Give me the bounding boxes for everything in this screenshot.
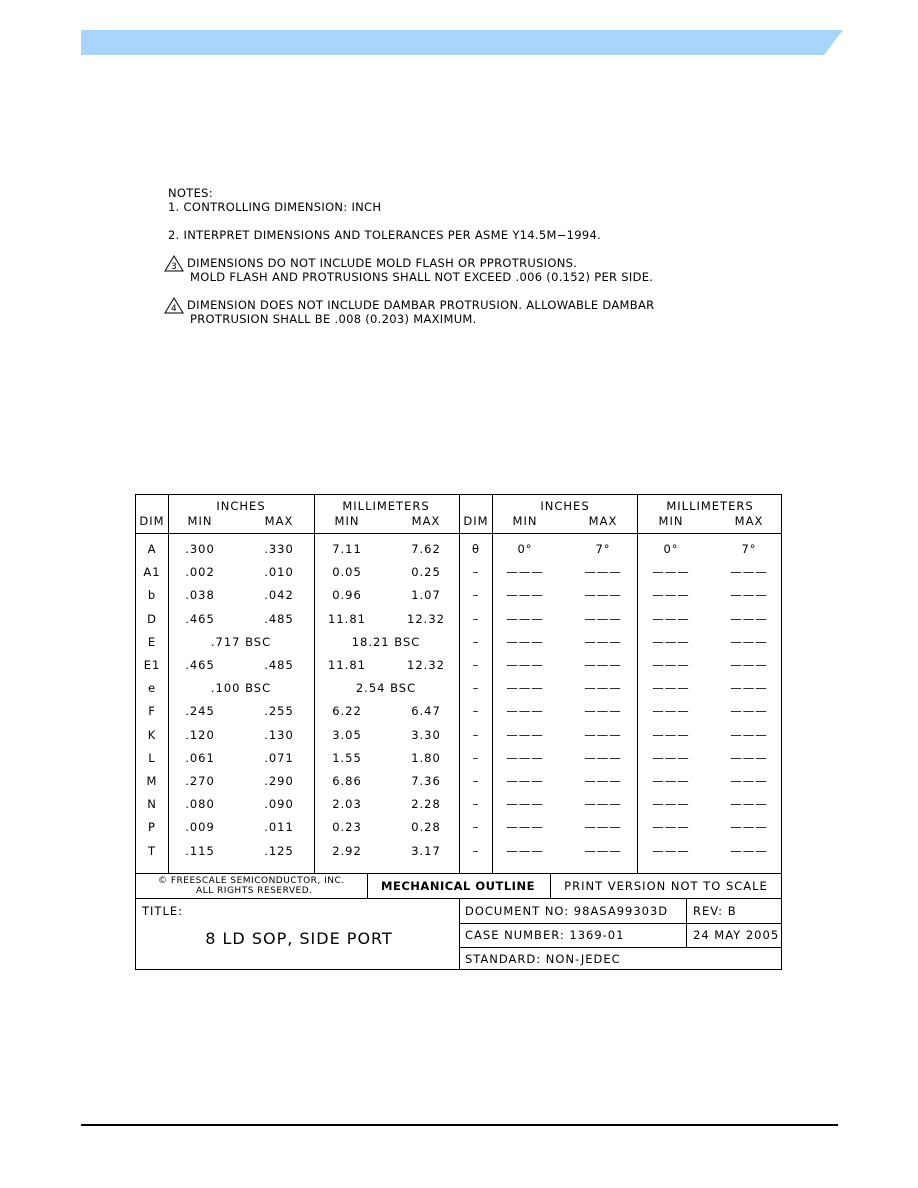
cell-in2-min: ———	[506, 634, 544, 649]
note-3-line-1: DIMENSIONS DO NOT INCLUDE MOLD FLASH OR PPROTRUSIONS.	[187, 256, 578, 270]
cell-mm-max: 12.32	[407, 658, 445, 672]
cell-in2-min: ———	[506, 588, 544, 603]
cell-in2-min: ———	[506, 681, 544, 696]
cell-mm2-max: 7°	[741, 542, 757, 556]
cell-in-max: .485	[264, 658, 294, 672]
cell-mm-max: 1.07	[411, 588, 441, 603]
title-label: TITLE:	[142, 904, 183, 918]
cell-mm-min: 6.22	[332, 704, 362, 719]
cell-in2-max: ———	[584, 727, 622, 742]
standard: STANDARD: NON-JEDEC	[465, 952, 621, 966]
note-4-number: 4	[170, 304, 178, 314]
cell-dim2: –	[472, 797, 480, 812]
cell-dim2: –	[472, 634, 480, 649]
cell-dim: F	[148, 704, 156, 719]
footer-rule	[81, 1124, 838, 1126]
cell-in2-max: ———	[584, 634, 622, 649]
header-millimeters-left: MILLIMETERS	[342, 499, 430, 513]
cell-dim2: –	[472, 704, 480, 719]
note-4-line-1: DIMENSION DOES NOT INCLUDE DAMBAR PROTRUSION. ALLOWABLE DAMBAR	[187, 298, 655, 312]
case-number: CASE NUMBER: 1369-01	[465, 928, 625, 942]
cell-in2-min: ———	[506, 774, 544, 788]
drawing-title: 8 LD SOP, SIDE PORT	[205, 929, 393, 948]
cell-in2-max: ———	[584, 658, 622, 672]
drawing-date: 24 MAY 2005	[693, 928, 780, 942]
cell-mm2-max: ———	[730, 750, 768, 765]
header-dim-right: DIM	[463, 514, 489, 528]
cell-mm2-min: ———	[652, 820, 690, 835]
cell-mm-max: 0.25	[411, 565, 441, 580]
cell-dim: E	[147, 634, 157, 649]
cell-mm-max: 1.80	[411, 750, 441, 765]
cell-mm-max: 2.28	[411, 797, 441, 812]
cell-mm-max: 3.30	[411, 727, 441, 742]
cell-in2-min: ———	[506, 843, 544, 858]
cell-mm-min: 0.96	[332, 588, 362, 603]
header-mm-min-left: MIN	[334, 514, 360, 528]
cell-in2-max: ———	[584, 681, 622, 696]
print-version-note: PRINT VERSION NOT TO SCALE	[564, 879, 768, 893]
cell-in2-max: ———	[584, 843, 622, 858]
cell-mm-min: 11.81	[328, 611, 366, 626]
cell-mm-max: 12.32	[407, 611, 445, 626]
cell-in-max: .290	[264, 774, 294, 788]
cell-dim: e	[147, 681, 157, 696]
cell-mm2-max: ———	[730, 843, 768, 858]
cell-mm2-min: ———	[652, 565, 690, 580]
cell-mm2-min: ———	[652, 750, 690, 765]
cell-in-max: .255	[264, 704, 294, 719]
cell-in2-max: ———	[584, 797, 622, 812]
cell-dim: b	[147, 588, 157, 603]
cell-dim: A1	[143, 565, 161, 580]
cell-mm-min: 1.55	[332, 750, 362, 765]
cell-in-min: .300	[185, 542, 215, 556]
cell-in2-min: ———	[506, 658, 544, 672]
cell-mm-max: 7.62	[411, 542, 441, 556]
cell-dim2: θ	[471, 542, 481, 556]
cell-dim: P	[148, 820, 156, 835]
cell-mm2-min: ———	[652, 797, 690, 812]
cell-dim: M	[146, 774, 158, 788]
cell-in2-max: ———	[584, 588, 622, 603]
cell-mm-min: 2.92	[332, 843, 362, 858]
cell-in-min: .061	[185, 750, 215, 765]
cell-dim2: –	[472, 820, 480, 835]
cell-in-min: .115	[185, 843, 215, 858]
cell-dim2: –	[472, 750, 480, 765]
cell-mm-min: 7.11	[332, 542, 362, 556]
cell-dim: L	[148, 750, 156, 765]
document-number: DOCUMENT NO: 98ASA99303D	[465, 904, 669, 918]
cell-mm2-max: ———	[730, 565, 768, 580]
cell-in-min: .245	[185, 704, 215, 719]
copyright-line-2: ALL RIGHTS RESERVED.	[196, 886, 313, 896]
cell-in-max: .071	[264, 750, 294, 765]
header-inches-left: INCHES	[216, 499, 266, 513]
cell-in-min: .038	[185, 588, 215, 603]
cell-in-min: .465	[185, 658, 215, 672]
note-4-line-2: PROTRUSION SHALL BE .008 (0.203) MAXIMUM.	[190, 312, 477, 326]
cell-dim2: –	[472, 611, 480, 626]
cell-in-max: .042	[264, 588, 294, 603]
header-millimeters-right: MILLIMETERS	[666, 499, 754, 513]
cell-in2-max: ———	[584, 565, 622, 580]
cell-in2-max: 7°	[595, 542, 611, 556]
cell-in2-max: ———	[584, 820, 622, 835]
note-3-line-2: MOLD FLASH AND PROTRUSIONS SHALL NOT EXCEED .006 (0.152) PER SIDE.	[190, 270, 654, 284]
cell-in-min: .009	[185, 820, 215, 835]
note-2: 2. INTERPRET DIMENSIONS AND TOLERANCES PER ASME Y14.5M−1994.	[168, 228, 602, 242]
cell-dim2: –	[472, 681, 480, 696]
cell-mm-min: 0.23	[332, 820, 362, 835]
cell-mm2-max: ———	[730, 588, 768, 603]
cell-mm-bsc: 2.54 BSC	[355, 681, 417, 696]
header-mm-max-right: MAX	[734, 514, 764, 528]
note-1: 1. CONTROLLING DIMENSION: INCH	[168, 200, 382, 214]
cell-in2-min: ———	[506, 797, 544, 812]
cell-mm2-max: ———	[730, 820, 768, 835]
cell-dim2: –	[472, 565, 480, 580]
cell-mm2-min: ———	[652, 634, 690, 649]
cell-mm2-min: ———	[652, 611, 690, 626]
cell-in-max: .010	[264, 565, 294, 580]
cell-in-min: .002	[185, 565, 215, 580]
cell-mm-max: 6.47	[411, 704, 441, 719]
cell-mm-max: 3.17	[411, 843, 441, 858]
cell-mm2-max: ———	[730, 681, 768, 696]
note-3-triangle-icon	[164, 255, 184, 272]
cell-mm2-max: ———	[730, 774, 768, 788]
cell-mm2-max: ———	[730, 634, 768, 649]
header-mm-max-left: MAX	[411, 514, 441, 528]
cell-mm2-min: ———	[652, 658, 690, 672]
cell-in2-max: ———	[584, 750, 622, 765]
cell-dim: K	[147, 727, 157, 742]
mechanical-outline-label: MECHANICAL OUTLINE	[381, 879, 535, 893]
header-inch-max-left: MAX	[264, 514, 294, 528]
copyright-line-1: © FREESCALE SEMICONDUCTOR, INC.	[158, 876, 345, 886]
cell-in-bsc: .100 BSC	[210, 681, 272, 696]
cell-mm2-min: ———	[652, 588, 690, 603]
cell-dim2: –	[472, 658, 480, 672]
cell-in-max: .485	[264, 611, 294, 626]
cell-in-min: .465	[185, 611, 215, 626]
header-band	[81, 30, 843, 55]
header-inch-min-left: MIN	[187, 514, 213, 528]
revision: REV: B	[693, 904, 737, 918]
cell-dim2: –	[472, 588, 480, 603]
note-3-number: 3	[170, 262, 178, 272]
cell-dim: T	[147, 843, 157, 858]
cell-mm2-max: ———	[730, 611, 768, 626]
cell-mm-min: 2.03	[332, 797, 362, 812]
cell-mm2-max: ———	[730, 727, 768, 742]
cell-mm2-min: ———	[652, 681, 690, 696]
cell-dim: E1	[143, 658, 161, 672]
cell-mm2-max: ———	[730, 658, 768, 672]
notes-section	[168, 186, 728, 326]
cell-mm2-min: ———	[652, 843, 690, 858]
cell-in2-min: ———	[506, 750, 544, 765]
dimension-table-frame	[135, 494, 782, 970]
cell-in-max: .090	[264, 797, 294, 812]
cell-in2-min: 0°	[517, 542, 533, 556]
cell-dim: N	[147, 797, 157, 812]
cell-in2-min: ———	[506, 611, 544, 626]
cell-mm2-min: 0°	[663, 542, 679, 556]
cell-mm-max: 7.36	[411, 774, 441, 788]
cell-mm-min: 11.81	[328, 658, 366, 672]
cell-in2-min: ———	[506, 727, 544, 742]
cell-dim: D	[147, 611, 157, 626]
cell-in2-min: ———	[506, 820, 544, 835]
cell-in2-max: ———	[584, 774, 622, 788]
cell-mm2-min: ———	[652, 727, 690, 742]
cell-in2-max: ———	[584, 704, 622, 719]
cell-mm2-max: ———	[730, 797, 768, 812]
notes-heading: NOTES:	[168, 186, 213, 200]
cell-in2-max: ———	[584, 611, 622, 626]
cell-mm2-min: ———	[652, 704, 690, 719]
cell-in-min: .120	[185, 727, 215, 742]
cell-mm2-max: ———	[730, 704, 768, 719]
cell-dim2: –	[472, 843, 480, 858]
header-dim-left: DIM	[139, 514, 165, 528]
header-mm-min-right: MIN	[658, 514, 684, 528]
cell-in-max: .330	[264, 542, 294, 556]
header-inch-min-right: MIN	[512, 514, 538, 528]
cell-dim2: –	[472, 727, 480, 742]
cell-in-min: .080	[185, 797, 215, 812]
header-inch-max-right: MAX	[588, 514, 618, 528]
cell-dim: A	[147, 542, 157, 556]
header-inches-right: INCHES	[540, 499, 590, 513]
cell-in-max: .011	[264, 820, 294, 835]
cell-in2-min: ———	[506, 565, 544, 580]
cell-mm2-min: ———	[652, 774, 690, 788]
cell-mm-bsc: 18.21 BSC	[351, 634, 421, 649]
note-4-triangle-icon	[164, 297, 184, 314]
cell-mm-min: 0.05	[332, 565, 362, 580]
cell-in-max: .130	[264, 727, 294, 742]
cell-mm-min: 3.05	[332, 727, 362, 742]
cell-in2-min: ———	[506, 704, 544, 719]
cell-dim2: –	[472, 774, 480, 788]
cell-in-max: .125	[264, 843, 294, 858]
cell-mm-max: 0.28	[411, 820, 441, 835]
cell-in-min: .270	[185, 774, 215, 788]
cell-mm-min: 6.86	[332, 774, 362, 788]
cell-in-bsc: .717 BSC	[210, 634, 272, 649]
